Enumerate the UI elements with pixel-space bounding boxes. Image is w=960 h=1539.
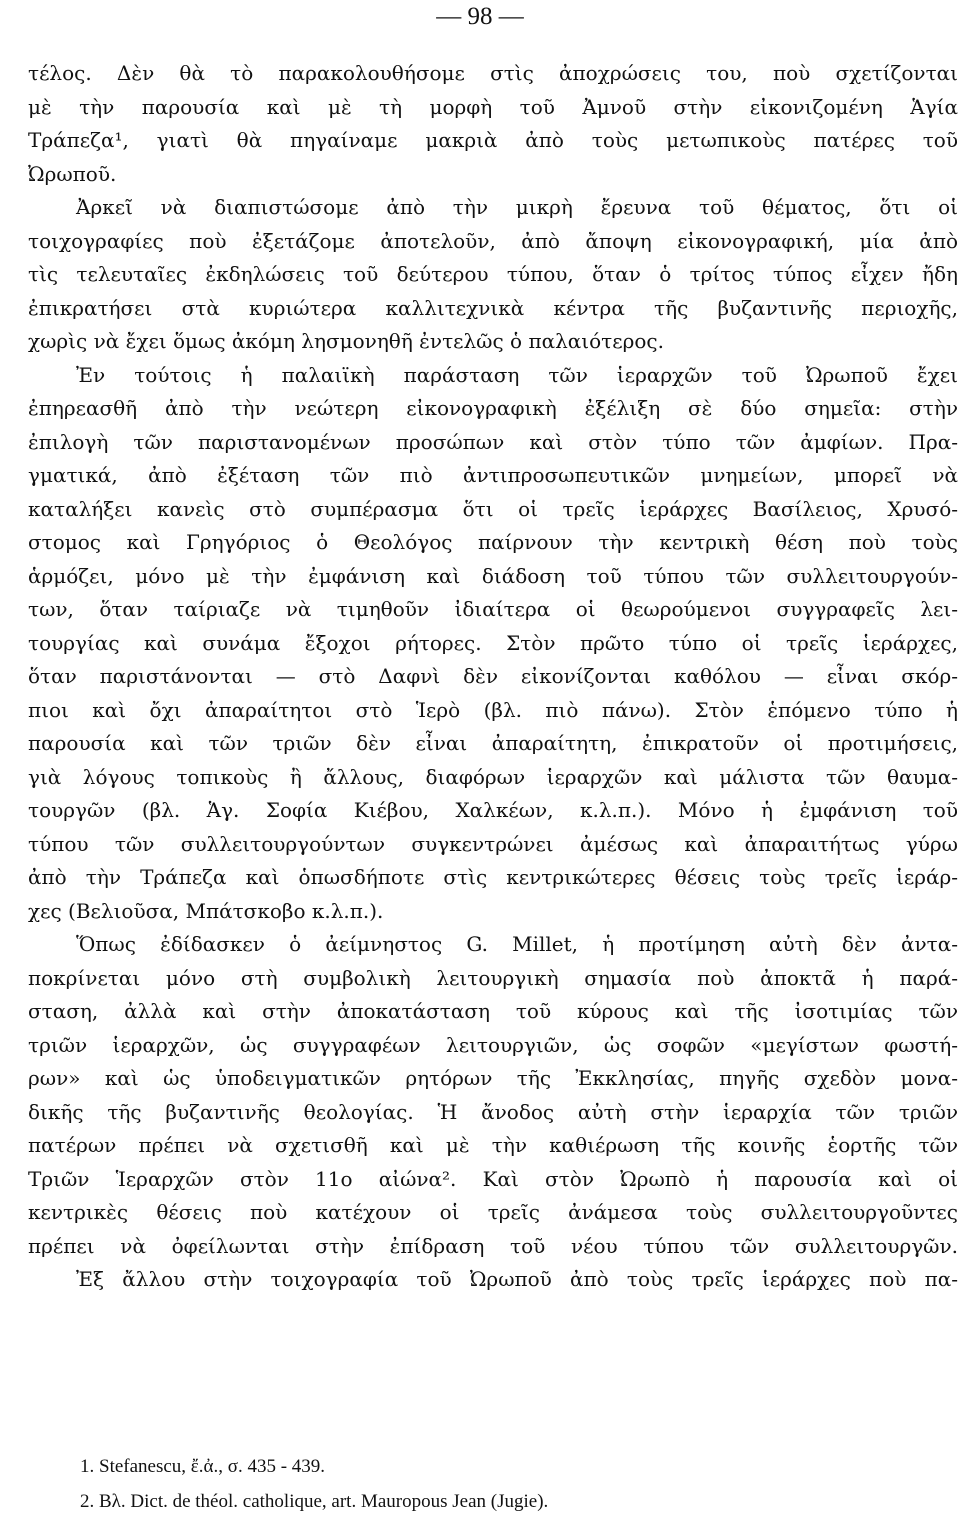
text-line: γιὰ λόγους τοπικοὺς ἢ ἄλλους, διαφόρων ἱεραρχῶν καὶ μάλιστα τῶν θαυμα-	[28, 764, 958, 789]
text-line: ἐπηρεασθῆ ἀπὸ τὴν νεώτερη εἰκονογραφικὴ ἐξέλιξη σὲ δύο σημεῖα: στὴν	[28, 396, 958, 420]
text-line: τοιχογραφίες ποὺ ἐξετάζομε ἀποτελοῦν, ἀπὸ ἄποψη εἰκονογραφική, μία ἀπὸ	[28, 228, 958, 253]
text-line: ἀπὸ τὴν Τράπεζα καὶ ὁπωσδήποτε στὶς κεντρικώτερες θέσεις τοὺς τρεῖς ἱεράρ-	[28, 865, 958, 889]
text-line: ἐπιλογὴ τῶν παριστανομένων προσώπων καὶ στὸν τύπο τῶν ἀμφίων. Πρα-	[28, 429, 958, 454]
text-line: μὲ τὴν παρουσία καὶ μὲ τὴ μορφὴ τοῦ Ἀμνοῦ στὴν εἰκονιζομένη Ἁγία	[28, 94, 958, 119]
text-line: Ἐξ ἄλλου στὴν τοιχογραφία τοῦ Ὠρωποῦ ἀπὸ τοὺς τρεῖς ἱεράρχες ποὺ πα-	[76, 1267, 958, 1291]
text-line: τουργῶν (βλ. Ἁγ. Σοφία Κιέβου, Χαλκέων, κ.λ.π.). Μόνο ἡ ἐμφάνιση τοῦ	[28, 798, 958, 822]
text-line: ποκρίνεται μόνο στὴ συμβολικὴ λειτουργικὴ σημασία ποὺ ἀποκτᾶ ἡ παρά-	[28, 965, 958, 990]
text-line: ἐπικρατήσει στὰ κυριώτερα καλλιτεχνικὰ κέντρα τῆς βυζαντινῆς περιοχῆς,	[28, 295, 958, 320]
text-line: ὅταν παριστάνονται — στὸ Δαφνὶ δὲν εἰκονίζονται καθόλου — εἶναι σκόρ-	[28, 664, 958, 688]
text-line: πατέρων πρέπει νὰ σχετισθῆ καὶ μὲ τὴν καθιέρωση τῆς κοινῆς ἑορτῆς τῶν	[28, 1133, 958, 1157]
text-line: Ὅπως ἐδίδασκεν ὁ ἀείμνηστος G. Millet, ἡ προτίμηση αὐτὴ δὲν ἀντα-	[76, 932, 958, 956]
text-line: δικῆς τῆς βυζαντινῆς θεολογίας. Ἡ ἄνοδος αὐτὴ στὴν ἱεραρχία τῶν τριῶν	[28, 1099, 958, 1124]
text-line: Τράπεζα¹, γιατὶ θὰ πηγαίναμε μακριὰ ἀπὸ τοὺς μετωπικοὺς πατέρες τοῦ	[28, 128, 958, 152]
text-line: τουργίας καὶ συνάμα ἔξοχοι ρήτορες. Στὸν πρῶτο τύπο οἱ τρεῖς ἱεράρχες,	[28, 630, 958, 655]
text-line: στομος καὶ Γρηγόριος ὁ Θεολόγος παίρνουν τὴν κεντρικὴ θέση ποὺ τοὺς	[28, 530, 958, 554]
text-line: Ἀρκεῖ νὰ διαπιστώσομε ἀπὸ τὴν μικρὴ ἔρευνα τοῦ θέματος, ὅτι οἱ	[76, 195, 958, 219]
text-line: των, ὅταν ταίριαζε νὰ τιμηθοῦν ἰδιαίτερα οἱ θεωρούμενοι συγγραφεῖς λει-	[28, 597, 958, 621]
text-line: καταλήξει κανεὶς στὸ συμπέρασμα ὅτι οἱ τρεῖς ἱεράρχες Βασίλειος, Χρυσό-	[28, 496, 958, 521]
text-line: χες (Βελιοῦσα, Μπάτσκοβο κ.λ.π.).	[28, 898, 384, 923]
text-line: ἁρμόζει, μόνο μὲ τὴν ἐμφάνιση καὶ διάδοση τοῦ τύπου τῶν συλλειτουργούν-	[28, 563, 958, 588]
text-line: τύπου τῶν συλλειτουργούντων συγκεντρώνει ἀμέσως καὶ ἀπαραιτήτως γύρω	[28, 831, 958, 856]
text-line: τὶς τελευταῖες ἐκδηλώσεις τοῦ δεύτερου τύπου, ὅταν ὁ τρίτος τύπος εἶχεν ἤδη	[28, 262, 958, 286]
footnotes	[80, 1449, 940, 1519]
text-line: Ὠρωποῦ.	[28, 161, 117, 186]
text-line: κεντρικὲς θέσεις ποὺ κατέχουν οἱ τρεῖς ἀνάμεσα τοὺς συλλειτουργοῦντες	[28, 1200, 958, 1224]
page-number: — 98 —	[436, 3, 524, 30]
footnote: 2. Βλ. Dict. de théol. catholique, art. Mauropous Jean (Jugie).	[80, 1491, 549, 1512]
text-line: πιοι καὶ ὄχι ἀπαραίτητοι στὸ Ἱερὸ (βλ. πιὸ πάνω). Στὸν ἑπόμενο τύπο ἡ	[28, 697, 958, 722]
body-text	[28, 57, 958, 1297]
text-line: σταση, ἀλλὰ καὶ στὴν ἀποκατάσταση τοῦ κύρους καὶ τῆς ἰσοτιμίας τῶν	[28, 999, 958, 1023]
text-line: Ἐν τούτοις ἡ παλαιϊκὴ παράσταση τῶν ἱεραρχῶν τοῦ Ὠρωποῦ ἔχει	[76, 362, 958, 387]
text-line: χωρὶς νὰ ἔχει ὅμως ἀκόμη λησμονηθῆ ἐντελῶς ὁ παλαιότερος.	[28, 329, 664, 353]
footnote: 1. Stefanescu, ἔ.ἀ., σ. 435 - 439.	[80, 1456, 326, 1477]
text-line: πρέπει νὰ ὀφείλωνται στὴν ἐπίδραση τοῦ νέου τύπου τῶν συλλειτουργῶν.	[28, 1233, 958, 1258]
text-line: ρων» καὶ ὡς ὑποδειγματικῶν ρητόρων τῆς Ἐκκλησίας, πηγῆς σχεδὸν μονα-	[28, 1066, 958, 1090]
text-line: τριῶν ἱεραρχῶν, ὡς συγγραφέων λειτουργιῶν, ὡς σοφῶν «μεγίστων φωστή-	[28, 1032, 958, 1057]
text-line: Τριῶν Ἱεραρχῶν στὸν 11ο αἰώνα². Καὶ στὸν Ὠρωπὸ ἡ παρουσία καὶ οἱ	[28, 1166, 958, 1191]
text-line: γματικά, ἀπὸ ἐξέταση τῶν πιὸ ἀντιπροσωπευτικῶν μνημείων, μπορεῖ νὰ	[28, 463, 958, 487]
text-line: τέλος. Δὲν θὰ τὸ παρακολουθήσομε στὶς ἀποχρώσεις του, ποὺ σχετίζονται	[28, 61, 958, 85]
text-line: παρουσία καὶ τῶν τριῶν δὲν εἶναι ἀπαραίτητη, ἐπικρατοῦν οἱ προτιμήσεις,	[28, 731, 958, 755]
